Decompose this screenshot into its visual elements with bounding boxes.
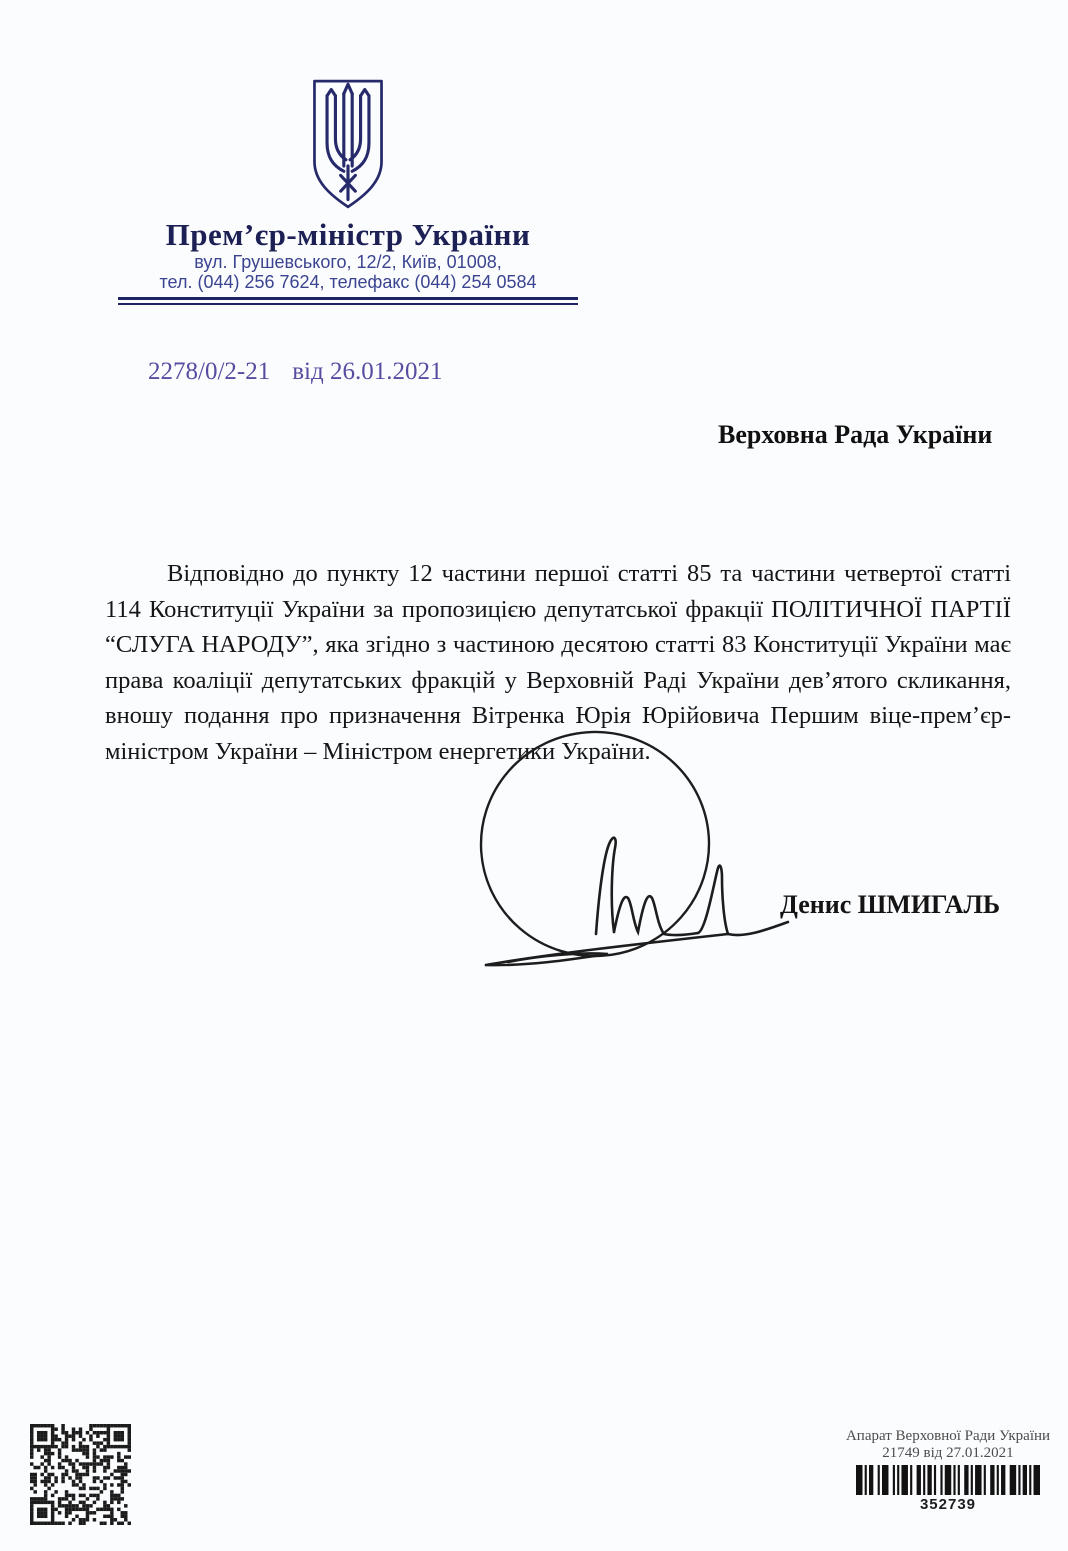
letterhead-double-rule (118, 297, 578, 305)
signatory-name: Денис ШМИГАЛЬ (780, 890, 1001, 919)
ukraine-trident-emblem (306, 78, 390, 210)
signature-scribble (458, 722, 838, 972)
reference-line (148, 358, 442, 386)
barcode-number: 352739 (919, 1496, 977, 1513)
barcode (856, 1465, 1040, 1495)
addressee: Верховна Рада України (718, 420, 993, 449)
qr-code (30, 1424, 131, 1525)
letterhead-address-line1: вул. Грушевського, 12/2, Київ, 01008, (194, 252, 502, 272)
stamp-reg-number-date: 21749 від 27.01.2021 (882, 1445, 1014, 1461)
body-paragraph: Відповідно до пункту 12 частини першої статті 85 та частини четвертої статті 114 Конституції України за пропозицією депутатської фракції ПОЛІТИЧНОЇ ПАРТІЇ “СЛУГА НАРОДУ”, яка згідно з частиною десятою статті 83 Конституції України має права коаліції депутатських фракцій у Верховній Раді України дев’ятого скликання, вношу подання про призначення Вітренка Юрія Юрійовича Першим віце-прем’єр-міністром України – Міністром енергетики України. (105, 560, 1011, 765)
reference-date: від 26.01.2021 (292, 358, 443, 385)
stamp-office: Апарат Верховної Ради України (845, 1428, 1051, 1444)
registration-stamp (842, 1428, 1054, 1513)
reference-number: 2278/0/2-21 (148, 358, 271, 385)
letterhead (118, 78, 578, 305)
letterhead-title: Прем’єр-міністр України (165, 217, 531, 252)
letterhead-address-line2: тел. (044) 256 7624, телефакс (044) 254 0584 (159, 272, 537, 292)
